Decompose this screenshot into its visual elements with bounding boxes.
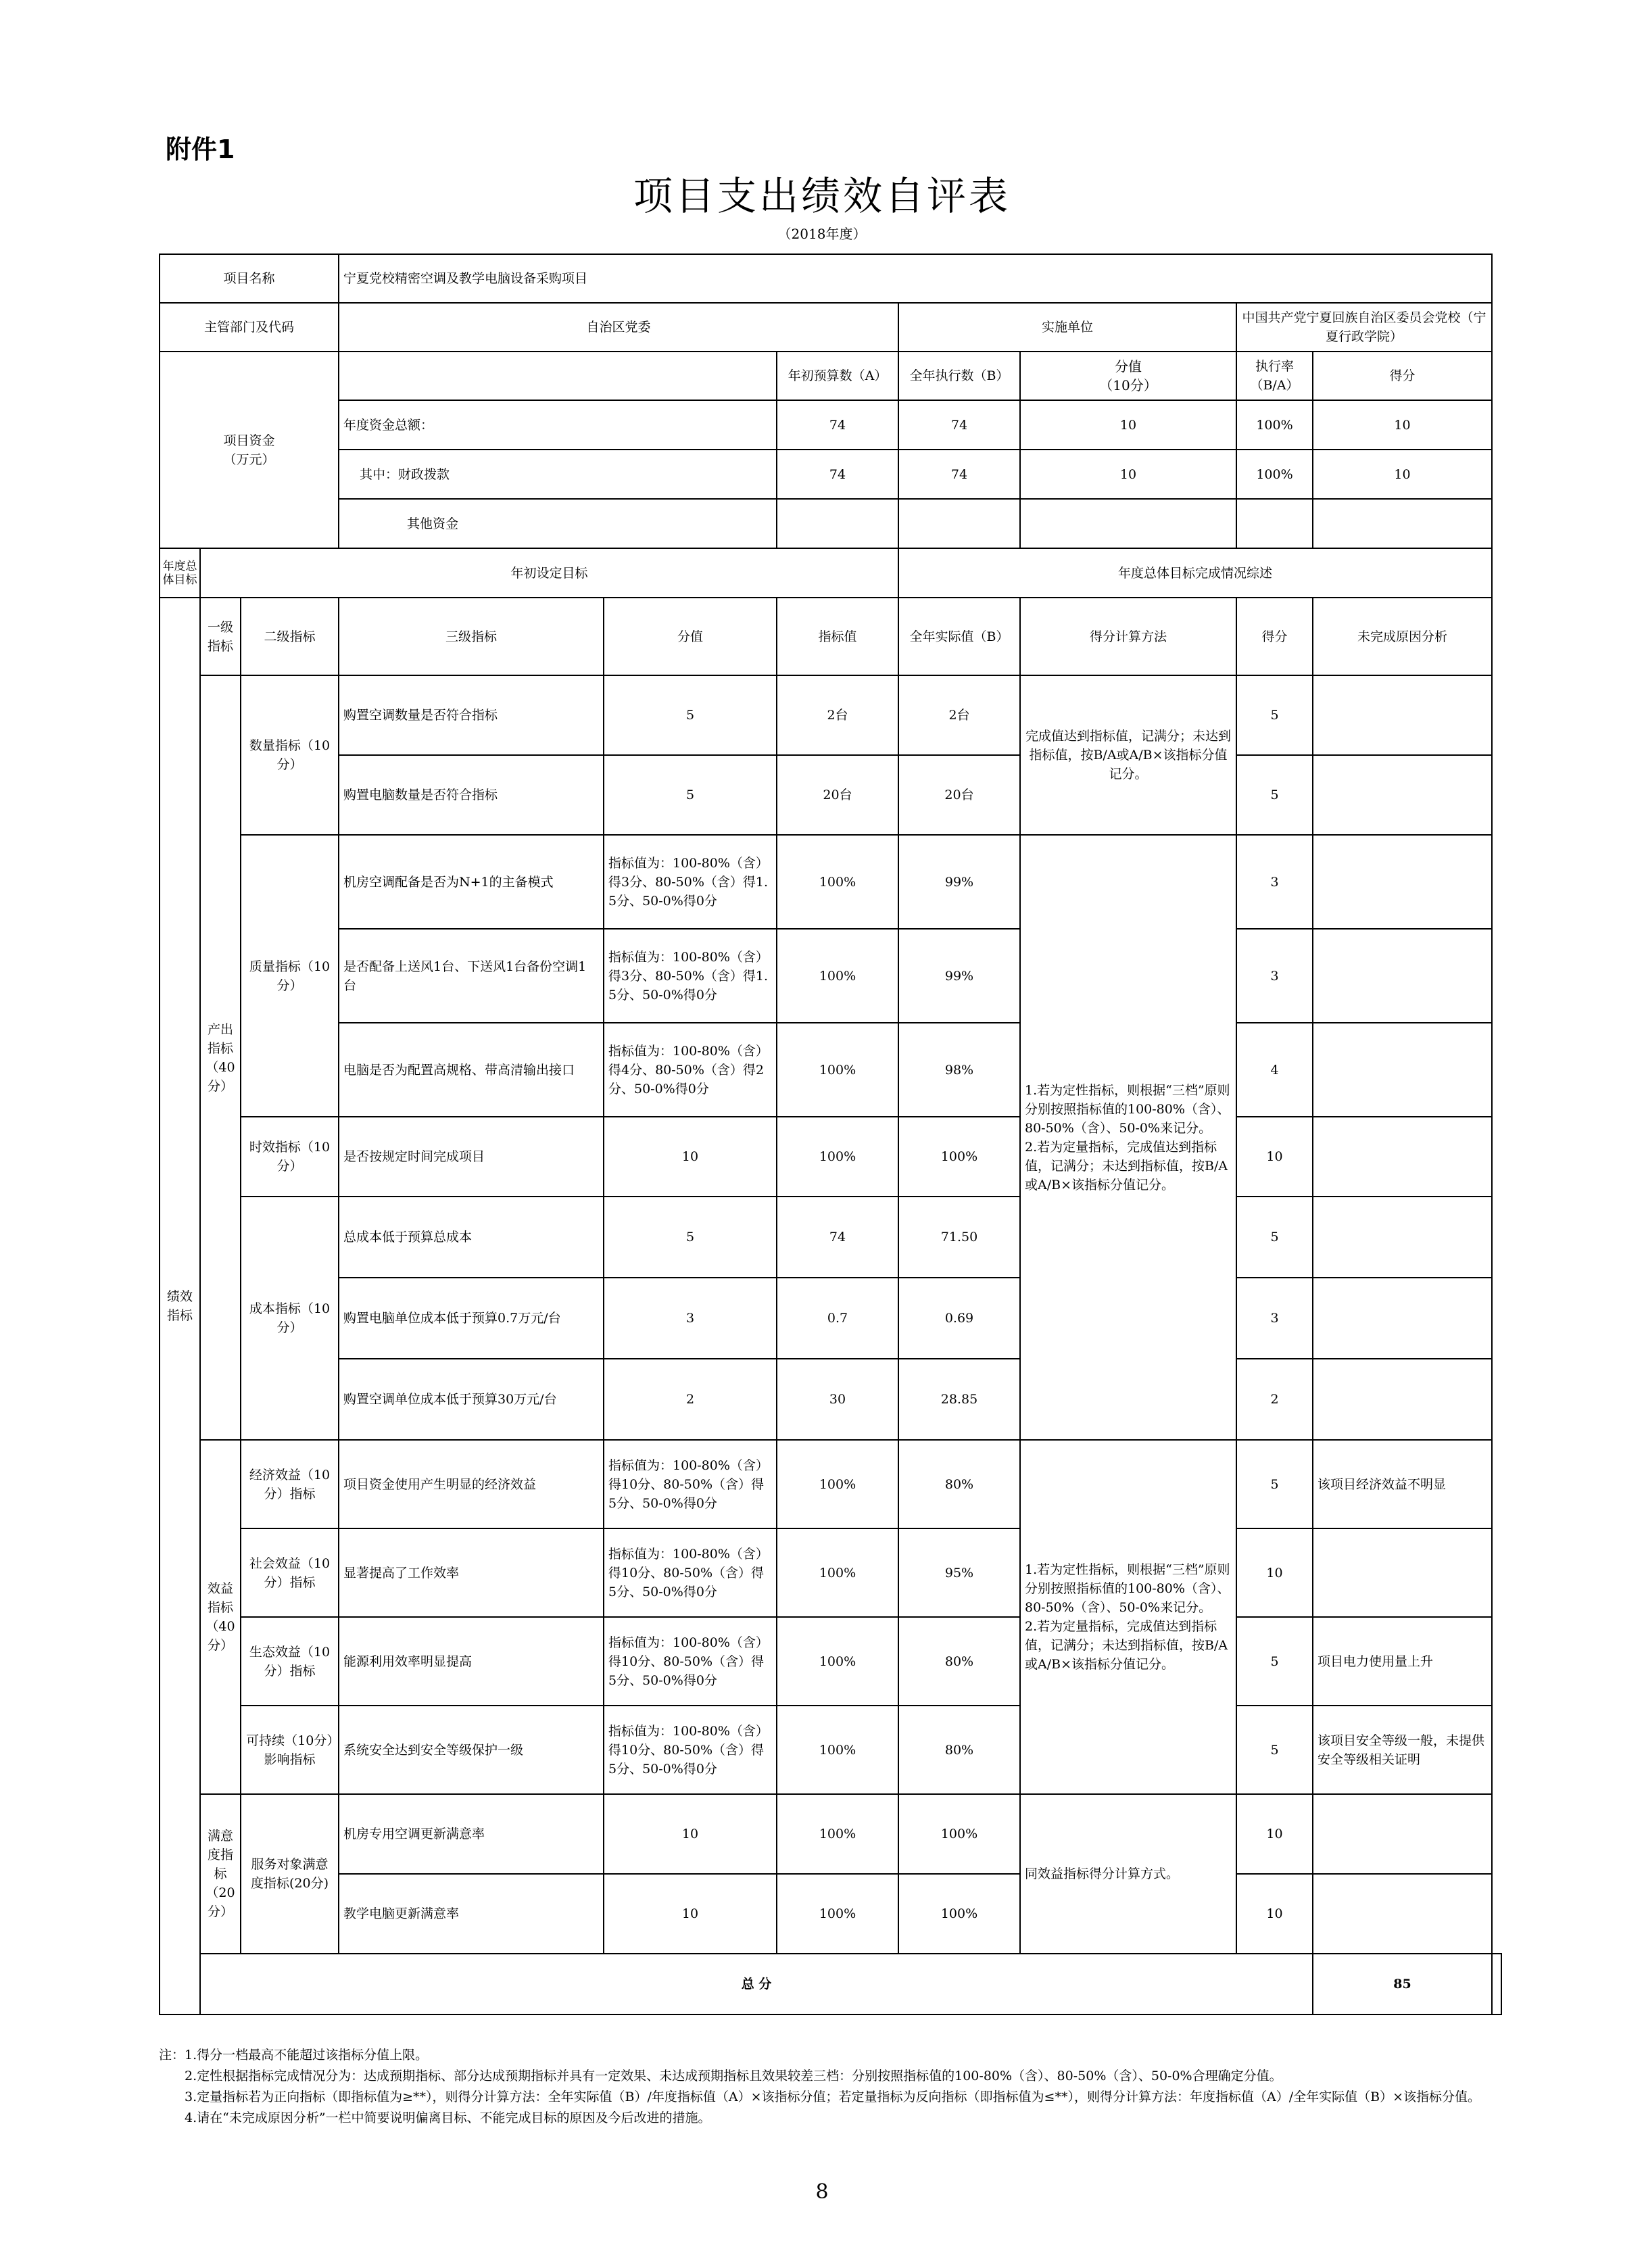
h-score: 得分 xyxy=(1236,598,1313,675)
total-label: 总 分 xyxy=(200,1954,1313,2014)
funds-budget: 74 xyxy=(777,400,898,450)
target: 0.7 xyxy=(777,1278,898,1359)
h-reason: 未完成原因分析 xyxy=(1313,598,1492,675)
reason xyxy=(1313,1278,1492,1359)
target: 100% xyxy=(777,1528,898,1617)
reason xyxy=(1313,1197,1492,1278)
score: 5 xyxy=(1236,755,1313,835)
value: 10 xyxy=(604,1117,777,1197)
score: 5 xyxy=(1236,1706,1313,1794)
method-quantity: 完成值达到指标值，记满分；未达到指标值，按B/A或A/B×该指标分值记分。 xyxy=(1020,675,1236,835)
funds-row-label: 其他资金 xyxy=(339,499,777,548)
col-score: 得分 xyxy=(1313,352,1492,400)
unit-value: 中国共产党宁夏回族自治区委员会党校（宁夏行政学院） xyxy=(1236,303,1492,352)
target: 100% xyxy=(777,1874,898,1954)
target: 100% xyxy=(777,1706,898,1794)
l3-indicator: 显著提高了工作效率 xyxy=(339,1528,604,1617)
funds-budget xyxy=(777,499,898,548)
h-value: 分值 xyxy=(604,598,777,675)
reason xyxy=(1313,929,1492,1023)
service-label: 服务对象满意度指标(20分) xyxy=(241,1794,339,1954)
l3-indicator: 电脑是否为配置高规格、带高清输出接口 xyxy=(339,1023,604,1117)
perf-label: 绩效指标 xyxy=(160,598,200,2014)
h-l3: 三级指标 xyxy=(339,598,604,675)
social-label: 社会效益（10分）指标 xyxy=(241,1528,339,1617)
quality-label: 质量指标（10分） xyxy=(241,835,339,1117)
actual: 100% xyxy=(898,1794,1020,1874)
actual: 98% xyxy=(898,1023,1020,1117)
target: 30 xyxy=(777,1359,898,1440)
score: 4 xyxy=(1236,1023,1313,1117)
actual: 28.85 xyxy=(898,1359,1020,1440)
value: 指标值为：100-80%（含）得10分、80-50%（含）得5分、50-0%得0分 xyxy=(604,1440,777,1528)
actual: 0.69 xyxy=(898,1278,1020,1359)
total-blank xyxy=(1492,1954,1501,2014)
l3-indicator: 是否按规定时间完成项目 xyxy=(339,1117,604,1197)
l3-indicator: 购置空调数量是否符合指标 xyxy=(339,675,604,755)
score: 10 xyxy=(1236,1874,1313,1954)
target: 100% xyxy=(777,1617,898,1706)
satisfaction-label: 满意度指标（20分） xyxy=(200,1794,241,1954)
page-title: 项目支出绩效自评表 xyxy=(633,173,1011,219)
actual: 20台 xyxy=(898,755,1020,835)
funds-rate: 100% xyxy=(1236,450,1313,499)
funds-value xyxy=(1020,499,1236,548)
note-1: 注：1.得分一档最高不能超过该指标分值上限。 xyxy=(159,2048,429,2062)
attachment-label: 附件1 xyxy=(166,135,235,164)
ecological-label: 生态效益（10分）指标 xyxy=(241,1617,339,1706)
l3-indicator: 项目资金使用产生明显的经济效益 xyxy=(339,1440,604,1528)
target: 100% xyxy=(777,929,898,1023)
reason xyxy=(1313,1359,1492,1440)
value: 指标值为：100-80%（含）得3分、80-50%（含）得1.5分、50-0%得0分 xyxy=(604,929,777,1023)
funds-rate: 100% xyxy=(1236,400,1313,450)
method-benefit: 1.若为定性指标，则根据“三档”原则分别按照指标值的100-80%（含）、80-50%（含）、50-0%来记分。 2.若为定量指标，完成值达到指标值，记满分；未达到指标值，按B/A或A/B×该指标分值记分。 xyxy=(1020,1440,1236,1794)
l3-indicator: 机房空调配备是否为N+1的主备模式 xyxy=(339,835,604,929)
actual: 100% xyxy=(898,1874,1020,1954)
actual: 80% xyxy=(898,1617,1020,1706)
h-actual: 全年实际值（B） xyxy=(898,598,1020,675)
unit-label: 实施单位 xyxy=(898,303,1236,352)
reason xyxy=(1313,1874,1492,1954)
funds-score xyxy=(1313,499,1492,548)
l3-indicator: 教学电脑更新满意率 xyxy=(339,1874,604,1954)
economic-label: 经济效益（10分）指标 xyxy=(241,1440,339,1528)
cost-label: 成本指标（10分） xyxy=(241,1197,339,1440)
note-3: 3.定量指标若为正向指标（即指标值为≥**），则得分计算方法：全年实际值（B）/年度指标值（A）×该指标分值；若定量指标为反向指标（即指标值为≤**），则得分计算方法：年度指标值（A）/全年实际值（B）×该指标分值。 xyxy=(159,2090,1480,2104)
funds-score: 10 xyxy=(1313,400,1492,450)
l3-indicator: 总成本低于预算总成本 xyxy=(339,1197,604,1278)
target: 100% xyxy=(777,1023,898,1117)
target: 100% xyxy=(777,835,898,929)
actual: 100% xyxy=(898,1117,1020,1197)
l3-indicator: 购置空调单位成本低于预算30万元/台 xyxy=(339,1359,604,1440)
reason xyxy=(1313,1023,1492,1117)
value: 5 xyxy=(604,675,777,755)
h-method: 得分计算方法 xyxy=(1020,598,1236,675)
target: 20台 xyxy=(777,755,898,835)
l3-indicator: 购置电脑数量是否符合指标 xyxy=(339,755,604,835)
target: 100% xyxy=(777,1794,898,1874)
goals-planned: 年初设定目标 xyxy=(200,548,898,598)
actual: 95% xyxy=(898,1528,1020,1617)
value: 10 xyxy=(604,1794,777,1874)
l3-indicator: 是否配备上送风1台、下送风1台备份空调1台 xyxy=(339,929,604,1023)
h-target: 指标值 xyxy=(777,598,898,675)
funds-value: 10 xyxy=(1020,450,1236,499)
score: 3 xyxy=(1236,929,1313,1023)
method-satisfaction: 同效益指标得分计算方式。 xyxy=(1020,1794,1236,1954)
total-score: 85 xyxy=(1313,1954,1492,2014)
funds-exec: 74 xyxy=(898,400,1020,450)
note-4: 4.请在“未完成原因分析”一栏中简要说明偏离目标、不能完成目标的原因及今后改进的措施。 xyxy=(159,2110,711,2125)
funds-row-label: 其中：财政拨款 xyxy=(339,450,777,499)
l3-indicator: 机房专用空调更新满意率 xyxy=(339,1794,604,1874)
score: 5 xyxy=(1236,1617,1313,1706)
value: 10 xyxy=(604,1874,777,1954)
target: 74 xyxy=(777,1197,898,1278)
score: 5 xyxy=(1236,1440,1313,1528)
page-number: 8 xyxy=(815,2180,829,2204)
col-score-value: 分值 （10分） xyxy=(1020,352,1236,400)
score: 3 xyxy=(1236,1278,1313,1359)
col-budget: 年初预算数（A） xyxy=(777,352,898,400)
funds-blank xyxy=(339,352,777,400)
funds-score: 10 xyxy=(1313,450,1492,499)
score: 3 xyxy=(1236,835,1313,929)
funds-rate xyxy=(1236,499,1313,548)
funds-exec xyxy=(898,499,1020,548)
actual: 71.50 xyxy=(898,1197,1020,1278)
score: 5 xyxy=(1236,1197,1313,1278)
funds-exec: 74 xyxy=(898,450,1020,499)
score: 10 xyxy=(1236,1117,1313,1197)
funds-value: 10 xyxy=(1020,400,1236,450)
funds-row-label: 年度资金总额： xyxy=(339,400,777,450)
value: 5 xyxy=(604,1197,777,1278)
reason: 项目电力使用量上升 xyxy=(1313,1617,1492,1706)
sustain-label: 可持续（10分）影响指标 xyxy=(241,1706,339,1794)
score: 5 xyxy=(1236,675,1313,755)
col-exec: 全年执行数（B） xyxy=(898,352,1020,400)
target: 100% xyxy=(777,1117,898,1197)
reason: 该项目安全等级一般，未提供安全等级相关证明 xyxy=(1313,1706,1492,1794)
actual: 80% xyxy=(898,1706,1020,1794)
reason xyxy=(1313,755,1492,835)
actual: 99% xyxy=(898,835,1020,929)
value: 指标值为：100-80%（含）得4分、80-50%（含）得2分、50-0%得0分 xyxy=(604,1023,777,1117)
value: 2 xyxy=(604,1359,777,1440)
target: 100% xyxy=(777,1440,898,1528)
score: 10 xyxy=(1236,1528,1313,1617)
goals-summary: 年度总体目标完成情况综述 xyxy=(898,548,1492,598)
reason xyxy=(1313,1794,1492,1874)
h-l2: 二级指标 xyxy=(241,598,339,675)
l3-indicator: 购置电脑单位成本低于预算0.7万元/台 xyxy=(339,1278,604,1359)
score: 2 xyxy=(1236,1359,1313,1440)
funds-budget: 74 xyxy=(777,450,898,499)
h-l1: 一级指标 xyxy=(200,598,241,675)
quantity-label: 数量指标（10分） xyxy=(241,675,339,835)
reason xyxy=(1313,675,1492,755)
dept-value: 自治区党委 xyxy=(339,303,898,352)
actual: 99% xyxy=(898,929,1020,1023)
value: 5 xyxy=(604,755,777,835)
report-year: （2018年度） xyxy=(777,226,867,242)
value: 指标值为：100-80%（含）得10分、80-50%（含）得5分、50-0%得0分 xyxy=(604,1617,777,1706)
method-output: 1.若为定性指标，则根据“三档”原则分别按照指标值的100-80%（含）、80-50%（含）、50-0%来记分。 2.若为定量指标，完成值达到指标值，记满分；未达到指标值，按B/A或A/B×该指标分值记分。 xyxy=(1020,835,1236,1440)
project-name-value: 宁夏党校精密空调及教学电脑设备采购项目 xyxy=(339,254,1492,303)
reason xyxy=(1313,1528,1492,1617)
target: 2台 xyxy=(777,675,898,755)
reason xyxy=(1313,1117,1492,1197)
actual: 2台 xyxy=(898,675,1020,755)
timeliness-label: 时效指标（10分） xyxy=(241,1117,339,1197)
l3-indicator: 系统安全达到安全等级保护一级 xyxy=(339,1706,604,1794)
benefit-label: 效益指标（40分） xyxy=(200,1440,241,1794)
value: 3 xyxy=(604,1278,777,1359)
note-2: 2.定性根据指标完成情况分为：达成预期指标、部分达成预期指标并具有一定效果、未达成预期指标且效果较差三档：分别按照指标值的100-80%（含）、80-50%（含）、50-0%合理确定分值。 xyxy=(159,2069,1282,2083)
goals-label: 年度总体目标 xyxy=(160,548,200,598)
reason xyxy=(1313,835,1492,929)
actual: 80% xyxy=(898,1440,1020,1528)
l3-indicator: 能源利用效率明显提高 xyxy=(339,1617,604,1706)
output-label: 产出指标（40分） xyxy=(200,675,241,1440)
value: 指标值为：100-80%（含）得10分、80-50%（含）得5分、50-0%得0分 xyxy=(604,1706,777,1794)
value: 指标值为：100-80%（含）得3分、80-50%（含）得1.5分、50-0%得0分 xyxy=(604,835,777,929)
performance-table xyxy=(159,254,1502,2015)
project-name-label: 项目名称 xyxy=(160,254,339,303)
col-rate: 执行率 （B/A） xyxy=(1236,352,1313,400)
funds-label: 项目资金 （万元） xyxy=(160,352,339,548)
footnotes xyxy=(159,2045,1507,2129)
score: 10 xyxy=(1236,1794,1313,1874)
reason: 该项目经济效益不明显 xyxy=(1313,1440,1492,1528)
dept-label: 主管部门及代码 xyxy=(160,303,339,352)
value: 指标值为：100-80%（含）得10分、80-50%（含）得5分、50-0%得0分 xyxy=(604,1528,777,1617)
